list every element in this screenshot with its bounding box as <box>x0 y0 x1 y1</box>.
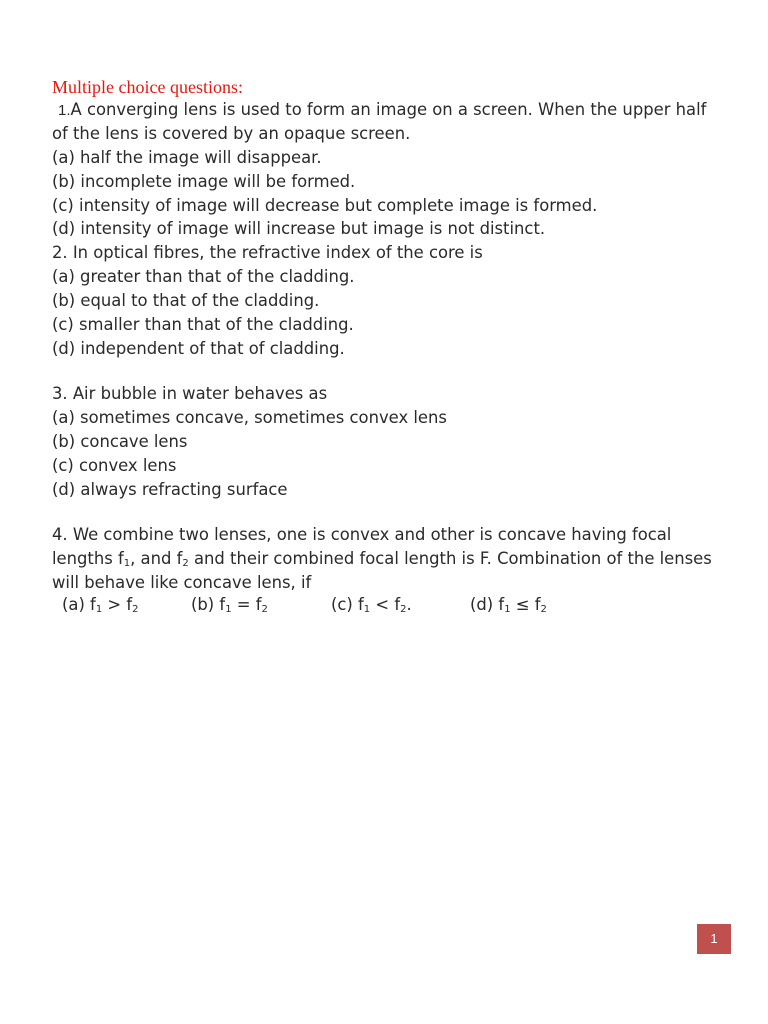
subscript: 2 <box>132 604 139 615</box>
option-text: = f <box>231 595 262 614</box>
option-text: . <box>406 595 412 614</box>
question-2-option-d: (d) independent of that of cladding. <box>52 339 345 358</box>
question-1-stem-text: A converging lens is used to form an image on a screen. When the upper half <box>70 100 707 119</box>
subscript: 2 <box>261 604 268 615</box>
question-2-option-b: (b) equal to that of the cladding. <box>52 291 320 310</box>
question-1-option-c: (c) intensity of image will decrease but complete image is formed. <box>52 196 598 215</box>
subscript: 1 <box>123 558 131 569</box>
subscript: 2 <box>182 558 189 569</box>
question-2-option-a: (a) greater than that of the cladding. <box>52 267 355 286</box>
question-4-text-part: and their combined focal length is F. Combination of the lenses <box>188 549 712 568</box>
question-4-option-d <box>470 594 547 616</box>
option-text: (c) f <box>331 595 364 614</box>
section-heading: Multiple choice questions: <box>52 77 243 97</box>
question-1-option-b: (b) incomplete image will be formed. <box>52 172 356 191</box>
option-text: < f <box>370 595 401 614</box>
subscript: 2 <box>400 604 407 615</box>
option-text: (b) f <box>191 595 226 614</box>
subscript: 1 <box>225 604 232 615</box>
question-3-option-b: (b) concave lens <box>52 432 188 451</box>
subscript: 1 <box>504 604 511 615</box>
question-2-stem: 2. In optical fibres, the refractive index of the core is <box>52 243 483 262</box>
question-3-stem: 3. Air bubble in water behaves as <box>52 384 328 403</box>
question-4-stem-line-3: will behave like concave lens, if <box>52 573 312 592</box>
question-4-option-a <box>62 594 139 616</box>
question-4-text-part: , and f <box>130 549 183 568</box>
option-text: > f <box>102 595 133 614</box>
option-text: (d) f <box>470 595 505 614</box>
question-4-options-row <box>0 594 768 618</box>
question-4-option-b <box>191 594 268 616</box>
question-1-option-a: (a) half the image will disappear. <box>52 148 322 167</box>
question-3-option-d: (d) always refracting surface <box>52 480 288 499</box>
subscript: 1 <box>363 604 371 615</box>
question-4-option-c <box>331 594 412 616</box>
question-3-option-c: (c) convex lens <box>52 456 177 475</box>
page-number-badge: 1 <box>697 924 731 954</box>
question-1-option-d: (d) intensity of image will increase but image is not distinct. <box>52 219 546 238</box>
question-4-stem-line-1: 4. We combine two lenses, one is convex and other is concave having focal <box>52 525 672 544</box>
question-4-text-part: lengths f <box>52 549 124 568</box>
option-text: ≤ f <box>510 595 541 614</box>
question-2-option-c: (c) smaller than that of the cladding. <box>52 315 354 334</box>
subscript: 1 <box>95 604 103 615</box>
question-1-stem-line-2: of the lens is covered by an opaque screen. <box>52 124 411 143</box>
question-1-number: 1. <box>58 102 71 119</box>
question-1-stem-line-1 <box>52 99 706 122</box>
question-4-stem-line-2 <box>52 548 712 570</box>
option-text: (a) f <box>62 595 96 614</box>
subscript: 2 <box>540 604 547 615</box>
question-3-option-a: (a) sometimes concave, sometimes convex lens <box>52 408 447 427</box>
